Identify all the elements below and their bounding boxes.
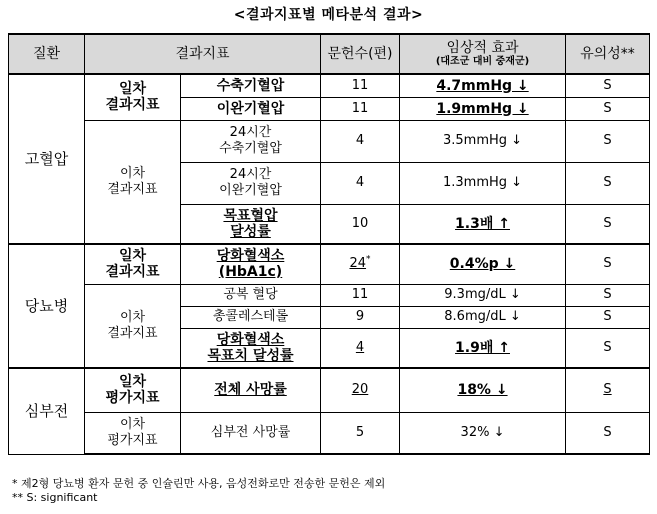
significance-cell: S — [566, 412, 650, 454]
outcome-cell: 목표혈압 달성률 — [181, 204, 321, 244]
level-secondary: 이차 결과지표 — [85, 284, 181, 368]
count-cell: 4 — [321, 120, 400, 162]
level-secondary: 이차 결과지표 — [85, 120, 181, 244]
table-row — [9, 74, 650, 97]
effect-cell: 18% ↓ — [400, 368, 566, 412]
header-count: 문헌수(편) — [321, 34, 400, 74]
footnote: * 제2형 당뇨병 환자 문헌 중 인슐린만 사용, 음성전화로만 전송한 문헌은 제외 — [12, 477, 386, 490]
count-cell: 10 — [321, 204, 400, 244]
significance-cell: S — [566, 74, 650, 97]
header-effect-label: 임상적 효과 — [446, 40, 519, 56]
significance-cell: S — [566, 328, 650, 368]
header-effect-sub: (대조군 대비 중재군) — [435, 56, 530, 67]
outcome-cell: 전체 사망률 — [181, 368, 321, 412]
table-row — [9, 244, 650, 284]
table-row — [9, 412, 650, 454]
effect-cell: 9.3mg/dL ↓ — [400, 284, 566, 306]
outcome-cell: 총콜레스테롤 — [181, 306, 321, 328]
header-row — [9, 34, 650, 74]
level-primary: 일차 결과지표 — [85, 244, 181, 284]
count-cell: 9 — [321, 306, 400, 328]
effect-cell: 1.9mmHg ↓ — [400, 97, 566, 120]
page-title: <결과지표별 메타분석 결과> — [233, 7, 424, 23]
significance-cell: S — [566, 204, 650, 244]
outcome-cell: 당화혈색소 (HbA1c) — [181, 244, 321, 284]
significance-cell: S — [566, 306, 650, 328]
count-cell: 4 — [321, 328, 400, 368]
table-row — [9, 368, 650, 412]
count-mark: * — [366, 254, 371, 265]
outcome-cell: 당화혈색소 목표치 달성률 — [181, 328, 321, 368]
count-value: 24 — [349, 256, 367, 272]
footnote: ** S: significant — [12, 491, 98, 504]
count-cell: 11 — [321, 97, 400, 120]
outcome-cell: 24시간 이완기혈압 — [181, 162, 321, 204]
outcome-cell: 24시간 수축기혈압 — [181, 120, 321, 162]
effect-cell: 32% ↓ — [400, 412, 566, 454]
significance-cell: S — [566, 162, 650, 204]
count-cell: 20 — [321, 368, 400, 412]
table-row — [9, 120, 650, 162]
effect-cell: 8.6mg/dL ↓ — [400, 306, 566, 328]
level-primary: 일차 결과지표 — [85, 74, 181, 120]
count-cell: 11 — [321, 74, 400, 97]
outcome-cell: 수축기혈압 — [181, 74, 321, 97]
header-effect — [400, 34, 566, 74]
group-hypertension: 고혈압 — [9, 74, 85, 244]
outcome-cell: 심부전 사망률 — [181, 412, 321, 454]
outcome-cell: 공복 혈당 — [181, 284, 321, 306]
effect-cell: 3.5mmHg ↓ — [400, 120, 566, 162]
effect-cell: 1.3배 ↑ — [400, 204, 566, 244]
level-primary-eval: 일차 평가지표 — [85, 368, 181, 412]
group-diabetes: 당뇨병 — [9, 244, 85, 368]
header-disease: 질환 — [9, 34, 85, 74]
count-cell: 4 — [321, 162, 400, 204]
significance-cell: S — [566, 284, 650, 306]
table-row — [9, 284, 650, 306]
meta-analysis-table — [8, 33, 650, 455]
effect-cell: 0.4%p ↓ — [400, 244, 566, 284]
effect-cell: 1.9배 ↑ — [400, 328, 566, 368]
count-cell: 5 — [321, 412, 400, 454]
count-cell: 11 — [321, 284, 400, 306]
level-secondary-eval: 이차 평가지표 — [85, 412, 181, 454]
effect-cell: 1.3mmHg ↓ — [400, 162, 566, 204]
significance-cell: S — [566, 120, 650, 162]
significance-cell: S — [566, 97, 650, 120]
outcome-cell: 이완기혈압 — [181, 97, 321, 120]
header-significance: 유의성** — [566, 34, 650, 74]
significance-cell: S — [566, 368, 650, 412]
significance-cell: S — [566, 244, 650, 284]
count-cell — [321, 244, 400, 284]
group-heart-failure: 심부전 — [9, 368, 85, 454]
effect-cell: 4.7mmHg ↓ — [400, 74, 566, 97]
header-outcome: 결과지표 — [85, 34, 321, 74]
